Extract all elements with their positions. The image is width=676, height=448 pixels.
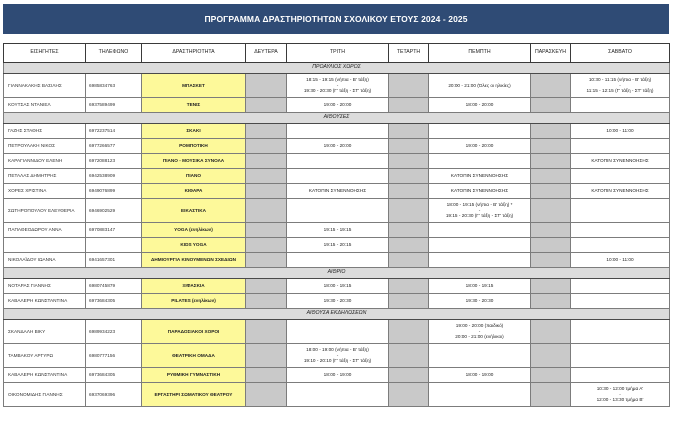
- time-slot: 18:00 - 19:15: [323, 283, 352, 289]
- time-cell-tue: [287, 223, 389, 238]
- time-cell-thu: [429, 169, 531, 184]
- time-slot: 10:00 - 11:00: [606, 128, 634, 134]
- teacher-phone: 6946902529: [86, 199, 142, 223]
- table-row: [4, 154, 670, 169]
- time-slot: 19:30 - 20:30: [323, 298, 352, 304]
- table-row: [4, 253, 670, 268]
- time-cell-thu: [429, 368, 531, 383]
- activity-name: ΕΙΚΑΣΤΙΚΑ: [142, 199, 246, 223]
- time-slot: ΚΑΤΟΠΙΝ ΣΥΝΕΝΝΟΗΣΗΣ: [450, 188, 509, 194]
- wednesday-cell: [389, 139, 429, 154]
- time-slot: 19:15 - 20:15: [323, 242, 352, 248]
- time-slot: 18:00 - 19:00: [465, 372, 494, 378]
- col-header-activity: ΔΡΑΣΤΗΡΙΟΤΗΤΑ: [142, 44, 246, 63]
- friday-cell: [531, 320, 571, 344]
- time-cell-sat: [571, 368, 670, 383]
- time-slot: 19:15 - 19:15: [323, 227, 352, 233]
- section-row: [4, 113, 670, 124]
- activity-name: ΡΥΘΜΙΚΗ ΓΥΜΝΑΣΤΙΚΗ: [142, 368, 246, 383]
- time-cell-sat: [571, 294, 670, 309]
- time-slot: 20:00 - 21:00 (ενήλικοι): [455, 334, 504, 340]
- time-slot: 19:00 - 20:00: [323, 143, 352, 149]
- time-cell-sat: [571, 344, 670, 368]
- teacher-name: ΚΑΡΑΓΙΑΝΝΙΔΟΥ ΕΛΕΝΗ: [4, 154, 86, 169]
- activity-name: ΠΑΡΑΔΟΣΙΑΚΟΙ ΧΟΡΟΙ: [142, 320, 246, 344]
- wednesday-cell: [389, 294, 429, 309]
- time-separator: -: [619, 82, 621, 88]
- teacher-name: ΠΑΠΑΘΕΟΔΩΡΟΥ ΑΝΝΑ: [4, 223, 86, 238]
- wednesday-cell: [389, 320, 429, 344]
- teacher-name: ΓΑΖΗΣ ΣΤΑΘΗΣ: [4, 124, 86, 139]
- time-cell-tue: [287, 139, 389, 154]
- activity-name: ΣΚΑΚΙ: [142, 124, 246, 139]
- section-title: ΑΙΘΟΥΣΑ ΕΚΔΗΛΩΣΕΩΝ: [4, 309, 670, 320]
- activity-name: ΠΙΑΝΟ: [142, 169, 246, 184]
- time-cell-sat: [571, 98, 670, 113]
- schedule-body: [4, 63, 670, 407]
- time-cell-sat: [571, 320, 670, 344]
- wednesday-cell: [389, 199, 429, 223]
- section-row: [4, 268, 670, 279]
- teacher-phone: 6970883147: [86, 223, 142, 238]
- wednesday-cell: [389, 74, 429, 98]
- monday-cell: [246, 383, 287, 407]
- activity-name: ΔΗΜΙΟΥΡΓΙΑ ΚΙΝΟΥΜΕΝΩΝ ΣΧΕΔΙΩΝ: [142, 253, 246, 268]
- wednesday-cell: [389, 223, 429, 238]
- friday-cell: [531, 294, 571, 309]
- time-slot: 18:00 - 19:15: [465, 283, 494, 289]
- time-slot: 10:30 - 12:00 τμήμα Α': [596, 386, 644, 392]
- table-row: [4, 320, 670, 344]
- time-cell-sat: [571, 124, 670, 139]
- activity-name: ΚΙΘΑΡΑ: [142, 184, 246, 199]
- header-row: [4, 44, 670, 63]
- time-slot: 18:00 - 19:00: [323, 372, 352, 378]
- time-cell-tue: [287, 238, 389, 253]
- monday-cell: [246, 199, 287, 223]
- wednesday-cell: [389, 154, 429, 169]
- page-title: ΠΡΟΓΡΑΜΜΑ ΔΡΑΣΤΗΡΙΟΤΗΤΩΝ ΣΧΟΛΙΚΟΥ ΕΤΟΥΣ 2024 - 2025: [3, 4, 669, 34]
- teacher-phone: 6972237514: [86, 124, 142, 139]
- monday-cell: [246, 253, 287, 268]
- teacher-name: ΚΑΒΑΛΕΡΗ ΚΩΝΣΤΑΝΤΙΝΑ: [4, 368, 86, 383]
- schedule-table: [3, 43, 670, 407]
- time-cell-tue: [287, 199, 389, 223]
- time-cell-thu: [429, 383, 531, 407]
- teacher-phone: 6973684305: [86, 368, 142, 383]
- monday-cell: [246, 279, 287, 294]
- time-cell-tue: [287, 98, 389, 113]
- time-separator: -: [336, 82, 339, 88]
- section-title: ΑΙΘΡΙΟ: [4, 268, 670, 279]
- teacher-phone: 6937589499: [86, 98, 142, 113]
- time-cell-tue: [287, 184, 389, 199]
- time-cell-sat: [571, 238, 670, 253]
- time-slot: ΚΑΤΟΠΙΝ ΣΥΝΕΝΝΟΗΣΗΣ: [450, 173, 509, 179]
- friday-cell: [531, 139, 571, 154]
- wednesday-cell: [389, 253, 429, 268]
- wednesday-cell: [389, 124, 429, 139]
- teacher-phone: 6980745879: [86, 279, 142, 294]
- time-cell-thu: [429, 223, 531, 238]
- col-header-wednesday: ΤΕΤΑΡΤΗ: [389, 44, 429, 63]
- time-slot: 19:10 - 20:10 (Γ' τάξη - ΣΤ' τάξη): [303, 358, 372, 364]
- monday-cell: [246, 368, 287, 383]
- time-cell-thu: [429, 238, 531, 253]
- table-row: [4, 74, 670, 98]
- time-cell-sat: [571, 74, 670, 98]
- time-slot: 19:00 - 20:00: [323, 102, 352, 108]
- time-slot: 11:15 - 12:15 (Γ' τάξη - ΣΤ' τάξη): [586, 88, 654, 94]
- friday-cell: [531, 74, 571, 98]
- friday-cell: [531, 169, 571, 184]
- teacher-phone: [86, 238, 142, 253]
- monday-cell: [246, 169, 287, 184]
- teacher-name: ΟΙΚΟΝΟΜΙΔΗΣ ΓΙΑΝΝΗΣ: [4, 383, 86, 407]
- friday-cell: [531, 238, 571, 253]
- time-cell-thu: [429, 154, 531, 169]
- time-cell-thu: [429, 253, 531, 268]
- monday-cell: [246, 139, 287, 154]
- time-slot: 10:30 - 11:15 (νήπια - Β' τάξη): [588, 77, 652, 83]
- monday-cell: [246, 344, 287, 368]
- wednesday-cell: [389, 98, 429, 113]
- table-row: [4, 124, 670, 139]
- time-slot: 18:00 - 19:15 (νήπια - Β' τάξη) *: [446, 202, 513, 208]
- table-row: [4, 223, 670, 238]
- table-row: [4, 279, 670, 294]
- col-header-teachers: ΕΙΣΗΓΗΤΕΣ: [4, 44, 86, 63]
- time-cell-tue: [287, 279, 389, 294]
- time-slot: 19:00 - 20:00 (παιδικό): [455, 323, 504, 329]
- activity-name: ΘΕΑΤΡΙΚΗ ΟΜΑΔΑ: [142, 344, 246, 368]
- table-row: [4, 184, 670, 199]
- col-header-thursday: ΠΕΜΠΤΗ: [429, 44, 531, 63]
- time-cell-tue: [287, 368, 389, 383]
- col-header-friday: ΠΑΡΑΣΚΕΥΗ: [531, 44, 571, 63]
- table-row: [4, 368, 670, 383]
- time-slot: 18:15 - 19:15 (νήπια - Β' τάξη): [306, 77, 369, 83]
- table-row: [4, 199, 670, 223]
- monday-cell: [246, 320, 287, 344]
- time-cell-tue: [287, 74, 389, 98]
- time-slot: 12:00 - 13:30 τμήμα Β': [596, 397, 644, 403]
- time-cell-thu: [429, 199, 531, 223]
- teacher-phone: 6985834763: [86, 74, 142, 98]
- time-slot: 19:30 - 20:30 (Γ' τάξη - ΣΤ' τάξη): [303, 88, 372, 94]
- monday-cell: [246, 238, 287, 253]
- time-cell-sat: [571, 279, 670, 294]
- activity-name: ΜΠΑΣΚΕΤ: [142, 74, 246, 98]
- col-header-saturday: ΣΑΒΒΑΤΟ: [571, 44, 670, 63]
- wednesday-cell: [389, 184, 429, 199]
- friday-cell: [531, 368, 571, 383]
- time-cell-thu: [429, 124, 531, 139]
- activity-name: ΠΙΑΝΟ - ΜΟΥΣΙΚΑ ΣΥΝΟΛΑ: [142, 154, 246, 169]
- monday-cell: [246, 74, 287, 98]
- col-header-tuesday: ΤΡΙΤΗ: [287, 44, 389, 63]
- teacher-phone: 6942538909: [86, 169, 142, 184]
- teacher-name: ΠΕΤΑΛΑΣ ΔΗΜΗΤΡΗΣ: [4, 169, 86, 184]
- time-cell-tue: [287, 124, 389, 139]
- time-separator: -: [619, 391, 621, 397]
- time-cell-tue: [287, 383, 389, 407]
- friday-cell: [531, 199, 571, 223]
- activity-name: ΤΕΝΙΣ: [142, 98, 246, 113]
- teacher-phone: 6972088123: [86, 154, 142, 169]
- time-slot: ΚΑΤΟΠΙΝ ΣΥΝΕΝΝΟΗΣΗΣ: [308, 188, 367, 194]
- friday-cell: [531, 253, 571, 268]
- time-separator: -: [478, 328, 481, 334]
- table-row: [4, 383, 670, 407]
- wednesday-cell: [389, 238, 429, 253]
- time-cell-thu: [429, 98, 531, 113]
- table-row: [4, 169, 670, 184]
- teacher-phone: 6973684305: [86, 294, 142, 309]
- section-title: ΑΙΘΟΥΣΕΣ: [4, 113, 670, 124]
- monday-cell: [246, 223, 287, 238]
- teacher-name: ΤΑΜΒΑΚΟΥ ΑΡΓΥΡΩ: [4, 344, 86, 368]
- activity-name: ΕΡΓΑΣΤΗΡΙ ΣΩΜΑΤΙΚΟΥ ΘΕΑΤΡΟΥ: [142, 383, 246, 407]
- teacher-name: ΧΟΡΕΣ ΧΡΙΣΤΙΝΑ: [4, 184, 86, 199]
- table-row: [4, 294, 670, 309]
- time-separator: -: [478, 207, 481, 213]
- time-cell-thu: [429, 139, 531, 154]
- time-cell-sat: [571, 253, 670, 268]
- time-cell-sat: [571, 383, 670, 407]
- teacher-name: ΝΟΤΑΡΑΣ ΓΙΑΝΝΗΣ: [4, 279, 86, 294]
- time-slot: 10:00 - 11:00: [606, 257, 634, 263]
- time-cell-thu: [429, 294, 531, 309]
- teacher-name: ΣΚΑΝΔΑΛΗ ΒΙΚΥ: [4, 320, 86, 344]
- time-cell-sat: [571, 199, 670, 223]
- teacher-phone: 6989934223: [86, 320, 142, 344]
- time-cell-sat: [571, 169, 670, 184]
- friday-cell: [531, 223, 571, 238]
- friday-cell: [531, 184, 571, 199]
- time-slot: 19:15 - 20:30 (Γ' τάξη - ΣΤ' τάξη): [445, 213, 514, 219]
- time-cell-thu: [429, 74, 531, 98]
- time-cell-tue: [287, 294, 389, 309]
- activity-name: ΡΟΜΠΟΤΙΚΗ: [142, 139, 246, 154]
- friday-cell: [531, 279, 571, 294]
- teacher-name: ΣΩΤΗΡΟΠΟΥΛΟΥ ΕΛΕΥΘΕΡΙΑ: [4, 199, 86, 223]
- wednesday-cell: [389, 169, 429, 184]
- time-slot: 18:00 - 19:00 (νήπια - Β' τάξη): [306, 347, 369, 353]
- monday-cell: [246, 294, 287, 309]
- table-row: [4, 98, 670, 113]
- section-row: [4, 309, 670, 320]
- teacher-name: ΚΑΒΑΛΕΡΗ ΚΩΝΣΤΑΝΤΙΝΑ: [4, 294, 86, 309]
- col-header-monday: ΔΕΥΤΕΡΑ: [246, 44, 287, 63]
- time-slot: 18:00 - 20:00: [465, 102, 494, 108]
- time-slot: 20:00 - 21:00 (Όλες οι ηλικίες): [448, 82, 511, 88]
- col-header-phone: ΤΗΛΕΦΩΝΟ: [86, 44, 142, 63]
- teacher-name: ΝΙΚΟΛΑΪΔΟΥ ΙΩΑΝΝΑ: [4, 253, 86, 268]
- teacher-name: ΓΙΑΝΝΑΚΑΚΗΣ ΒΑΣΙΛΗΣ: [4, 74, 86, 98]
- time-separator: -: [336, 352, 339, 358]
- time-cell-tue: [287, 320, 389, 344]
- friday-cell: [531, 98, 571, 113]
- time-slot: ΚΑΤΟΠΙΝ ΣΥΝΕΝΝΟΗΣΗΣ: [591, 188, 649, 194]
- time-cell-tue: [287, 169, 389, 184]
- table-row: [4, 238, 670, 253]
- teacher-phone: 6949076899: [86, 184, 142, 199]
- time-cell-sat: [571, 184, 670, 199]
- time-cell-tue: [287, 154, 389, 169]
- activity-name: ΞΙΦΑΣΚΙΑ: [142, 279, 246, 294]
- friday-cell: [531, 344, 571, 368]
- friday-cell: [531, 154, 571, 169]
- teacher-phone: 6977266577: [86, 139, 142, 154]
- teacher-phone: 6937069396: [86, 383, 142, 407]
- teacher-name: ΠΕΤΡΟΥΛΑΚΗ ΝΙΚΟΣ: [4, 139, 86, 154]
- wednesday-cell: [389, 344, 429, 368]
- time-cell-thu: [429, 279, 531, 294]
- table-row: [4, 344, 670, 368]
- monday-cell: [246, 184, 287, 199]
- time-cell-tue: [287, 344, 389, 368]
- time-cell-sat: [571, 154, 670, 169]
- monday-cell: [246, 124, 287, 139]
- friday-cell: [531, 124, 571, 139]
- time-cell-tue: [287, 253, 389, 268]
- activity-name: PILATES (ενηλίκων): [142, 294, 246, 309]
- time-cell-thu: [429, 184, 531, 199]
- time-slot: ΚΑΤΟΠΙΝ ΣΥΝΕΝΝΟΗΣΗΣ: [591, 158, 649, 164]
- section-row: [4, 63, 670, 74]
- teacher-name: ΚΟΥΤΣΑΣ ΝΤΑΝΙΕΛ: [4, 98, 86, 113]
- wednesday-cell: [389, 383, 429, 407]
- teacher-phone: 6980777156: [86, 344, 142, 368]
- activity-name: YOGA (ενηλίκων): [142, 223, 246, 238]
- section-title: ΠΡΟΑΥΛΙΟΣ ΧΩΡΟΣ: [4, 63, 670, 74]
- time-cell-thu: [429, 344, 531, 368]
- monday-cell: [246, 154, 287, 169]
- monday-cell: [246, 98, 287, 113]
- teacher-phone: 6941657301: [86, 253, 142, 268]
- time-cell-sat: [571, 223, 670, 238]
- time-slot: 19:30 - 20:30: [465, 298, 494, 304]
- time-cell-sat: [571, 139, 670, 154]
- activity-name: KIDS YOGA: [142, 238, 246, 253]
- wednesday-cell: [389, 279, 429, 294]
- table-row: [4, 139, 670, 154]
- wednesday-cell: [389, 368, 429, 383]
- time-cell-thu: [429, 320, 531, 344]
- time-slot: 19:00 - 20:00: [465, 143, 494, 149]
- friday-cell: [531, 383, 571, 407]
- teacher-name: [4, 238, 86, 253]
